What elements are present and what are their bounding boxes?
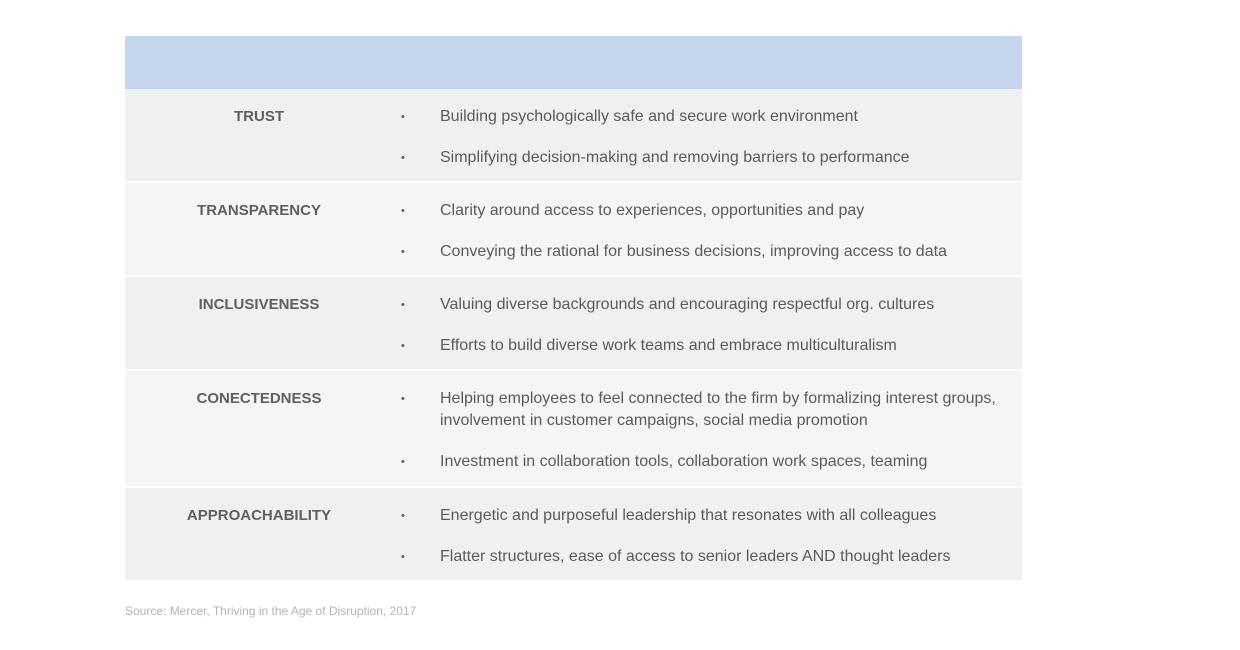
- bullet-icon: •: [401, 246, 405, 258]
- row-label: CONECTEDNESS: [196, 390, 322, 407]
- source-note: Source: Mercer, Thriving in the Age of Disruption, 2017: [125, 604, 417, 618]
- bullet-text: Valuing diverse backgrounds and encouraging respectful org. cultures: [440, 296, 935, 313]
- bullet-icon: •: [401, 551, 405, 563]
- table-header-band: [125, 36, 1022, 89]
- bullet-text: Building psychologically safe and secure work environment: [440, 108, 858, 125]
- bullet-list: [401, 106, 1022, 169]
- table-row-transparency: [125, 183, 1022, 277]
- list-item: [401, 294, 1022, 316]
- list-item: [401, 388, 1022, 432]
- bullet-text: Simplifying decision-making and removing barriers to performance: [440, 149, 910, 166]
- bullet-text: Flatter structures, ease of access to senior leaders AND thought leaders: [440, 548, 951, 565]
- list-item: [401, 505, 1022, 527]
- bullet-text: Helping employees to feel connected to the firm by formalizing interest groups, involvement in customer campaigns, social media promotion: [440, 390, 996, 429]
- list-item: [401, 106, 1022, 128]
- bullet-icon: •: [401, 152, 405, 164]
- bullet-text: Investment in collaboration tools, collaboration work spaces, teaming: [440, 453, 928, 470]
- bullet-icon: •: [401, 393, 405, 405]
- list-item: [401, 546, 1022, 568]
- row-label: INCLUSIVENESS: [198, 296, 320, 313]
- row-label: TRANSPARENCY: [197, 202, 321, 219]
- row-label: APPROACHABILITY: [186, 507, 332, 524]
- bullet-icon: •: [401, 205, 405, 217]
- bullet-list: [401, 200, 1022, 263]
- bullet-text: Efforts to build diverse work teams and embrace multiculturalism: [440, 337, 897, 354]
- bullet-text: Clarity around access to experiences, opportunities and pay: [440, 202, 865, 219]
- bullet-text: Energetic and purposeful leadership that resonates with all colleagues: [440, 507, 937, 524]
- bullet-icon: •: [401, 340, 405, 352]
- table-row-inclusiveness: [125, 277, 1022, 371]
- list-item: [401, 200, 1022, 222]
- bullet-text: Conveying the rational for business decisions, improving access to data: [440, 243, 947, 260]
- bullet-list: [401, 505, 1022, 568]
- list-item: [401, 241, 1022, 263]
- list-item: [401, 147, 1022, 169]
- table-row-approachability: [125, 488, 1022, 580]
- table-row-trust: [125, 89, 1022, 183]
- values-table: [125, 36, 1022, 580]
- bullet-icon: •: [401, 299, 405, 311]
- bullet-icon: •: [401, 456, 405, 468]
- bullet-list: [401, 388, 1022, 473]
- list-item: [401, 335, 1022, 357]
- bullet-icon: •: [401, 510, 405, 522]
- list-item: [401, 451, 1022, 473]
- bullet-icon: •: [401, 111, 405, 123]
- bullet-list: [401, 294, 1022, 357]
- table-row-conectedness: [125, 371, 1022, 488]
- row-label: TRUST: [234, 108, 284, 125]
